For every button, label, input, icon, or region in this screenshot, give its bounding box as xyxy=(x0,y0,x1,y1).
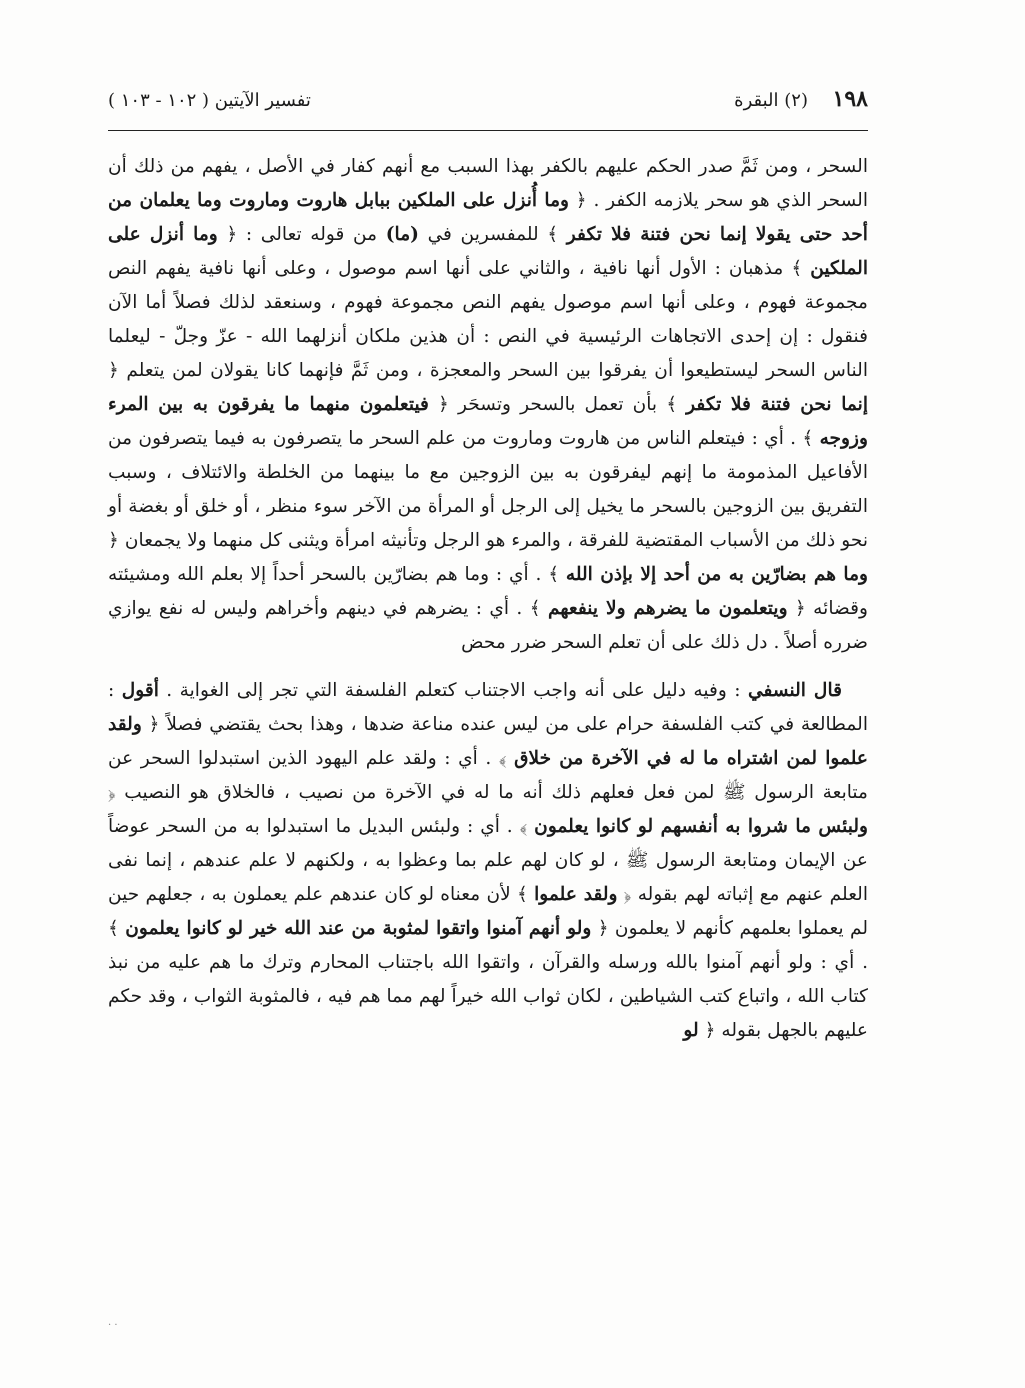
text-run: بأن تعمل بالسحر وتسحَر xyxy=(448,394,667,415)
text-run: . أي : ولقد علم اليهود الذين استبدلوا السحر عن متابعة الرسول ﷺ لمن فعل فعلهم ذلك أنه ما له في الآخرة من نصيب ، فالخلاق هو النصيب xyxy=(108,748,868,803)
ornate-bracket: ﴿ xyxy=(108,782,116,803)
paragraph-2 xyxy=(108,674,868,1048)
ornate-bracket: ﴾ xyxy=(548,564,566,585)
quran-verse: وما هم بضارّين به من أحد إلا بإذن الله xyxy=(565,564,869,585)
ornate-bracket: ﴿ xyxy=(787,598,806,619)
running-title: تفسير الآيتين ( ١٠٢ - ١٠٣ ) xyxy=(108,90,311,111)
quran-verse: فيتعلمون منهما ما يفرقون به بين المرء وزوجه xyxy=(108,394,868,449)
ornate-bracket: ﴿ xyxy=(217,224,238,245)
ornate-bracket: ﴿ xyxy=(428,394,449,415)
paragraph-1 xyxy=(108,150,868,660)
text-run: . أي : فيتعلم الناس من هاروت وماروت من علم السحر ما يتصرفون به فيما يتصرفون من الأفاعيل المذمومة ما إنهم ليفرقون به بين الزوجين مع ما بينهما من الخلطة والائتلاف ، وسبب التفريق بين الزوجين بالسحر ما يخيل إلى الرجل أو المرأة من الآخر سوء منظر ، أو خلق أو بغضة أو نحو ذلك من الأسباب المقتضية للفرقة ، والمرء هو الرجل وتأنيثه امرأة ويثنى كل منهما ولا يجمعان xyxy=(108,428,868,551)
commentary-body xyxy=(108,150,868,1048)
surah-name: (٢) البقرة xyxy=(734,90,808,111)
quran-verse: (ما) xyxy=(385,224,419,245)
footer-mark: · · xyxy=(108,1320,118,1331)
page-number: ١٩٨ xyxy=(832,86,868,112)
ornate-bracket: ﴾ xyxy=(666,394,687,415)
ornate-bracket: ﴿ xyxy=(108,530,119,551)
ornate-bracket: ﴿ xyxy=(617,884,632,905)
quran-verse: ولو أنهم آمنوا واتقوا لمثوبة من عند الله خير لو كانوا يعلمون xyxy=(125,918,592,939)
speaker-label: أقول xyxy=(121,680,159,701)
text-run: . أي : يضرهم في دينهم وأخراهم وليس له نفع يوازي ضرره أصلاً . دل ذلك على أن تعلم السحر ضرر محض xyxy=(108,598,868,653)
ornate-bracket: ﴿ xyxy=(141,714,160,735)
ornate-bracket: ﴾ xyxy=(519,816,535,837)
header-divider xyxy=(108,130,868,131)
quran-verse: ولقد علموا xyxy=(534,884,618,905)
ornate-bracket: ﴾ xyxy=(529,598,548,619)
ornate-bracket: ﴾ xyxy=(802,428,820,449)
quran-verse: ولقد علموا لمن اشتراه ما له في الآخرة من خلاق xyxy=(108,714,868,769)
quran-verse: إنما نحن فتنة فلا تكفر xyxy=(686,394,869,415)
ornate-bracket: ﴾ xyxy=(498,748,515,769)
text-run: . أي : وما هم بضارّين بالسحر أحداً إلا بعلم الله ومشيئته وقضائه xyxy=(108,564,868,619)
text-run: السحر ، ومن ثَمَّ صدر الحكم عليهم بالكفر بهذا السبب مع أنهم كفار في الأصل ، يفهم من ذلك أن السحر الذي هو سحر يلازمه الكفر . xyxy=(108,156,868,211)
text-run: من قوله تعالى : xyxy=(237,224,386,245)
text-run: لأن معناه لو كان عندهم علم يعملون به ، جعلهم حين لم يعملوا بعلمهم كأنهم لا يعلمون xyxy=(108,884,869,939)
ornate-bracket: ﴿ xyxy=(569,190,587,211)
text-run: : المطالعة في كتب الفلسفة حرام على من ليس عنده مناعة ضدها ، وهذا بحث يقتضي فصلاً xyxy=(108,680,868,735)
ornate-bracket: ﴾ xyxy=(547,224,567,245)
ornate-bracket: ﴿ xyxy=(108,360,119,381)
quran-verse: وما أُنزل على الملكين ببابل هاروت وماروت وما يعلمان من أحد حتى يقولا إنما نحن فتنة فلا تكفر xyxy=(108,190,868,245)
ornate-bracket: ﴾ xyxy=(516,884,535,905)
quran-verse: وما أنزل على الملكين xyxy=(108,224,868,279)
text-run: للمفسرين في xyxy=(418,224,548,245)
quran-verse: ولبئس ما شروا به أنفسهم لو كانوا يعلمون xyxy=(534,816,869,837)
text-run: . أي : ولو أنهم آمنوا بالله ورسله والقرآن ، واتقوا الله باجتناب المحارم وترك ما هم عليه من نبذ كتاب الله ، واتباع كتب الشياطين ، لكان ثواب الله خيراً لهم مما هم فيه ، فالمثوبة الثواب ، وقد حكم عليهم بالجهل بقوله xyxy=(108,952,868,1041)
ornate-bracket: ﴾ xyxy=(791,258,811,279)
ornate-bracket: ﴿ xyxy=(698,1020,716,1041)
page-header xyxy=(108,86,868,126)
text-run: : وفيه دليل على أنه واجب الاجتناب كتعلم الفلسفة التي تجر إلى الغواية . xyxy=(158,680,748,701)
ornate-bracket: ﴿ xyxy=(591,918,609,939)
speaker-label: قال النسفي xyxy=(748,680,842,701)
quran-verse: ويتعلمون ما يضرهم ولا ينفعهم xyxy=(547,598,788,619)
text-run: مذهبان : الأول أنها نافية ، والثاني على أنها اسم موصول ، وعلى أنها نافية يفهم النص مجموعة فهوم ، وعلى أنها اسم موصول يفهم النص مجموعة فهوم ، وسنعقد لذلك فصلاً أما الآن فنقول : إن إحدى الاتجاهات الرئيسية في النص : أن هذين ملكان أنزلهما الله - عزّ وجلّ - ليعلما الناس السحر ليستطيعوا أن يفرقوا بين السحر والمعجزة ، ومن ثَمَّ فإنهما كانا يقولان لمن يتعلم xyxy=(108,258,868,381)
ornate-bracket: ﴾ xyxy=(108,918,126,939)
text-run: . أي : ولبئس البديل ما استبدلوا به من السحر عوضاً عن الإيمان ومتابعة الرسول ﷺ ، لو كان لهم علم بما وعظوا به ، ولكنهم لا علم عندهم ، إنما نفى العلم عنهم مع إثباته لهم بقوله xyxy=(108,816,868,905)
quran-verse: لو xyxy=(683,1020,699,1041)
